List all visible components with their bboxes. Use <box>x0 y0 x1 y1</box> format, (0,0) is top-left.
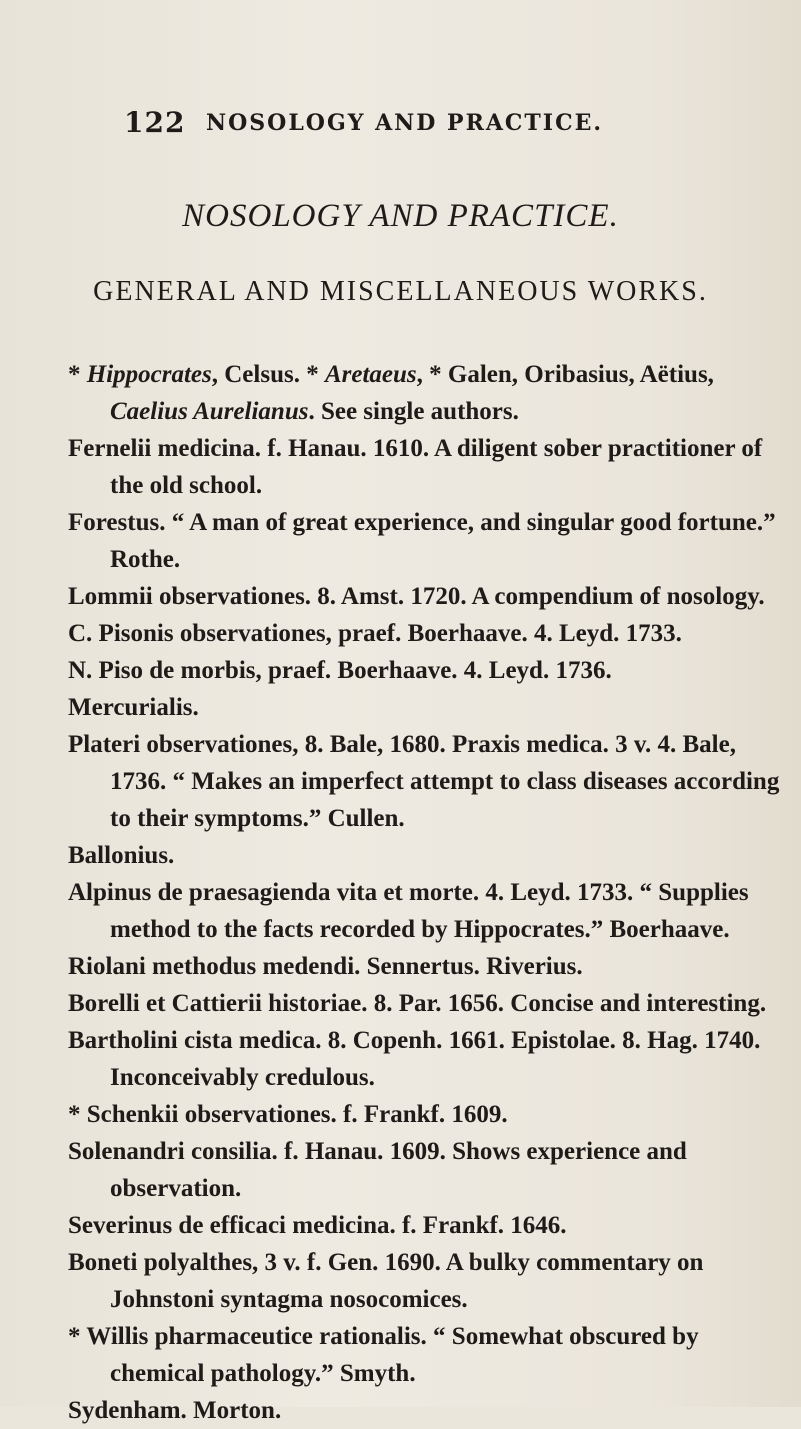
bibliography-entry <box>68 726 784 837</box>
entry-text: Fernelii medicina. f. Hanau. 1610. A diligent sober practitioner of the old school. <box>68 435 763 499</box>
entry-text: * Willis pharmaceutice rationalis. “ Somewhat obscured by chemical pathology.” Smyth. <box>68 1323 699 1387</box>
section-title: GENERAL AND MISCELLANEOUS WORKS. <box>93 276 708 307</box>
entry-text: Caelius Aurelianus <box>110 398 309 425</box>
main-title: NOSOLOGY AND PRACTICE. <box>182 198 619 234</box>
bibliography-entry <box>68 837 784 874</box>
bibliography-entry <box>68 689 784 726</box>
bibliography-entry <box>68 504 784 578</box>
bibliography-entry <box>68 1133 784 1207</box>
bibliography-entry <box>68 985 784 1022</box>
entry-text: Boneti polyalthes, 3 v. f. Gen. 1690. A bulky commentary on Johnstoni syntagma nosocomices. <box>68 1249 704 1313</box>
entry-text: C. Pisonis observationes, praef. Boerhaave. 4. Leyd. 1733. <box>68 620 682 647</box>
bibliography-entry <box>68 1392 784 1429</box>
entry-text: Bartholini cista medica. 8. Copenh. 1661. Epistolae. 8. Hag. 1740. Inconceivably credulous. <box>68 1027 761 1091</box>
entry-text: Sydenham. Morton. <box>68 1397 282 1424</box>
entry-text: Hippocrates <box>86 361 212 388</box>
bibliography-entry <box>68 615 784 652</box>
entry-text: Solenandri consilia. f. Hanau. 1609. Shows experience and observation. <box>68 1138 687 1202</box>
entry-text: , Celsus. * <box>211 361 325 388</box>
running-head <box>124 106 771 146</box>
entry-text: * Schenkii observationes. f. Frankf. 1609. <box>68 1101 508 1128</box>
entry-text: Riolani methodus medendi. Sennertus. Riverius. <box>68 953 583 980</box>
entry-text: Plateri observationes, 8. Bale, 1680. Praxis medica. 3 v. 4. Bale, 1736. “ Makes an imperfect attempt to class diseases according to their symptoms.” Cullen. <box>68 731 780 832</box>
entry-text: Severinus de efficaci medicina. f. Frankf. 1646. <box>68 1212 567 1239</box>
bibliography-entry <box>68 948 784 985</box>
bibliography-entry <box>68 874 784 948</box>
entry-text: Borelli et Cattierii historiae. 8. Par. 1656. Concise and interesting. <box>68 990 767 1017</box>
bibliography-entry <box>68 1244 784 1318</box>
bibliography-entry <box>68 1318 784 1392</box>
bibliography-entry <box>68 578 784 615</box>
entry-text: Mercurialis. <box>68 694 199 721</box>
bibliography-list <box>68 356 784 1429</box>
bibliography-entry <box>68 652 784 689</box>
entry-text: , * Galen, Oribasius, Aëtius, <box>416 361 714 388</box>
entry-text: * <box>68 361 87 388</box>
bibliography-entry <box>68 1207 784 1244</box>
entry-text: Alpinus de praesagienda vita et morte. 4. Leyd. 1733. “ Supplies method to the facts recorded by Hippocrates.” Boerhaave. <box>68 879 749 943</box>
bibliography-entry <box>68 1096 784 1133</box>
entry-text: Lommii observationes. 8. Amst. 1720. A compendium of nosology. <box>68 583 765 610</box>
bibliography-entry <box>68 1022 784 1096</box>
bibliography-entry <box>68 430 784 504</box>
running-title: NOSOLOGY AND PRACTICE. <box>206 110 604 136</box>
page-number: 122 <box>124 106 186 139</box>
entry-text: Forestus. “ A man of great experience, and singular good fortune.” Rothe. <box>68 509 776 573</box>
bibliography-entry <box>68 356 784 430</box>
entry-text: N. Piso de morbis, praef. Boerhaave. 4. Leyd. 1736. <box>68 657 612 684</box>
entry-text: Aretaeus <box>324 361 417 388</box>
entry-text: . See single authors. <box>308 398 519 425</box>
entry-text: Ballonius. <box>68 842 175 869</box>
